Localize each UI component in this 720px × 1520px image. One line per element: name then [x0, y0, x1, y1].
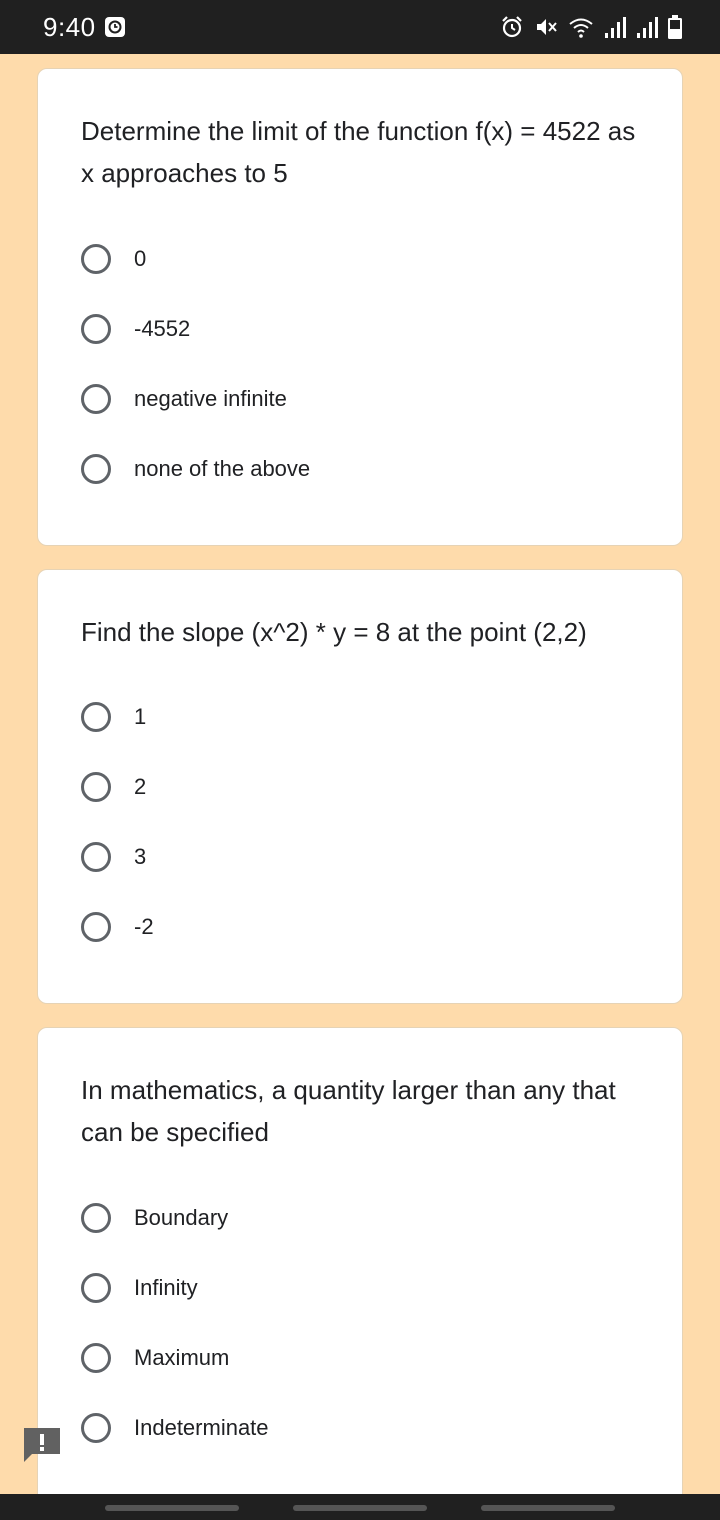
radio-button[interactable]	[81, 702, 111, 732]
alarm-icon	[500, 15, 524, 39]
radio-button[interactable]	[81, 1343, 111, 1373]
radio-button[interactable]	[81, 384, 111, 414]
option-label: Boundary	[134, 1205, 229, 1230]
option-label: -2	[134, 914, 154, 939]
radio-button[interactable]	[81, 842, 111, 872]
back-button[interactable]	[481, 1505, 615, 1511]
option-label: 2	[134, 774, 147, 799]
question-text: Find the slope (x^2) * y = 8 at the point (2,2)	[81, 617, 587, 647]
question-text: In mathematics, a quantity larger than any that can be specified	[81, 1075, 616, 1147]
radio-button[interactable]	[81, 912, 111, 942]
option-label: 1	[134, 704, 147, 729]
navigation-bar	[0, 1494, 720, 1520]
question-text: Determine the limit of the function f(x) = 4522 as x approaches to 5	[81, 116, 636, 188]
option-label: Indeterminate	[134, 1415, 269, 1440]
radio-option[interactable]	[81, 1338, 621, 1378]
radio-option[interactable]	[81, 1408, 621, 1448]
radio-button[interactable]	[81, 1203, 111, 1233]
radio-option[interactable]	[81, 449, 621, 489]
status-icons	[500, 13, 682, 41]
radio-button[interactable]	[81, 314, 111, 344]
option-label: Infinity	[134, 1275, 198, 1300]
option-label: -4552	[134, 316, 191, 341]
radio-button[interactable]	[81, 1273, 111, 1303]
notification-icon	[104, 16, 126, 38]
option-label: 0	[134, 246, 147, 271]
radio-option[interactable]	[81, 767, 621, 807]
option-label: Maximum	[134, 1345, 230, 1370]
wifi-icon	[568, 15, 594, 39]
recent-apps-button[interactable]	[105, 1505, 239, 1511]
question-card	[37, 68, 683, 546]
radio-option[interactable]	[81, 697, 621, 737]
question-card	[37, 569, 683, 1004]
status-bar	[0, 0, 720, 54]
option-label: none of the above	[134, 456, 311, 481]
mute-icon	[534, 15, 558, 39]
battery-icon	[668, 15, 682, 39]
radio-button[interactable]	[81, 244, 111, 274]
radio-option[interactable]	[81, 837, 621, 877]
home-button[interactable]	[293, 1505, 427, 1511]
radio-button[interactable]	[81, 772, 111, 802]
radio-option[interactable]	[81, 239, 621, 279]
radio-button[interactable]	[81, 454, 111, 484]
signal-icon	[636, 15, 658, 39]
status-time: 9:40	[43, 12, 96, 42]
report-abuse-icon[interactable]	[24, 1428, 60, 1462]
signal-icon	[604, 15, 626, 39]
option-label: negative infinite	[134, 386, 287, 411]
radio-option[interactable]	[81, 907, 621, 947]
radio-option[interactable]	[81, 309, 621, 349]
radio-option[interactable]	[81, 1268, 621, 1308]
radio-option[interactable]	[81, 379, 621, 419]
question-card	[37, 1027, 683, 1497]
radio-option[interactable]	[81, 1198, 621, 1238]
option-label: 3	[134, 844, 147, 869]
radio-button[interactable]	[81, 1413, 111, 1443]
